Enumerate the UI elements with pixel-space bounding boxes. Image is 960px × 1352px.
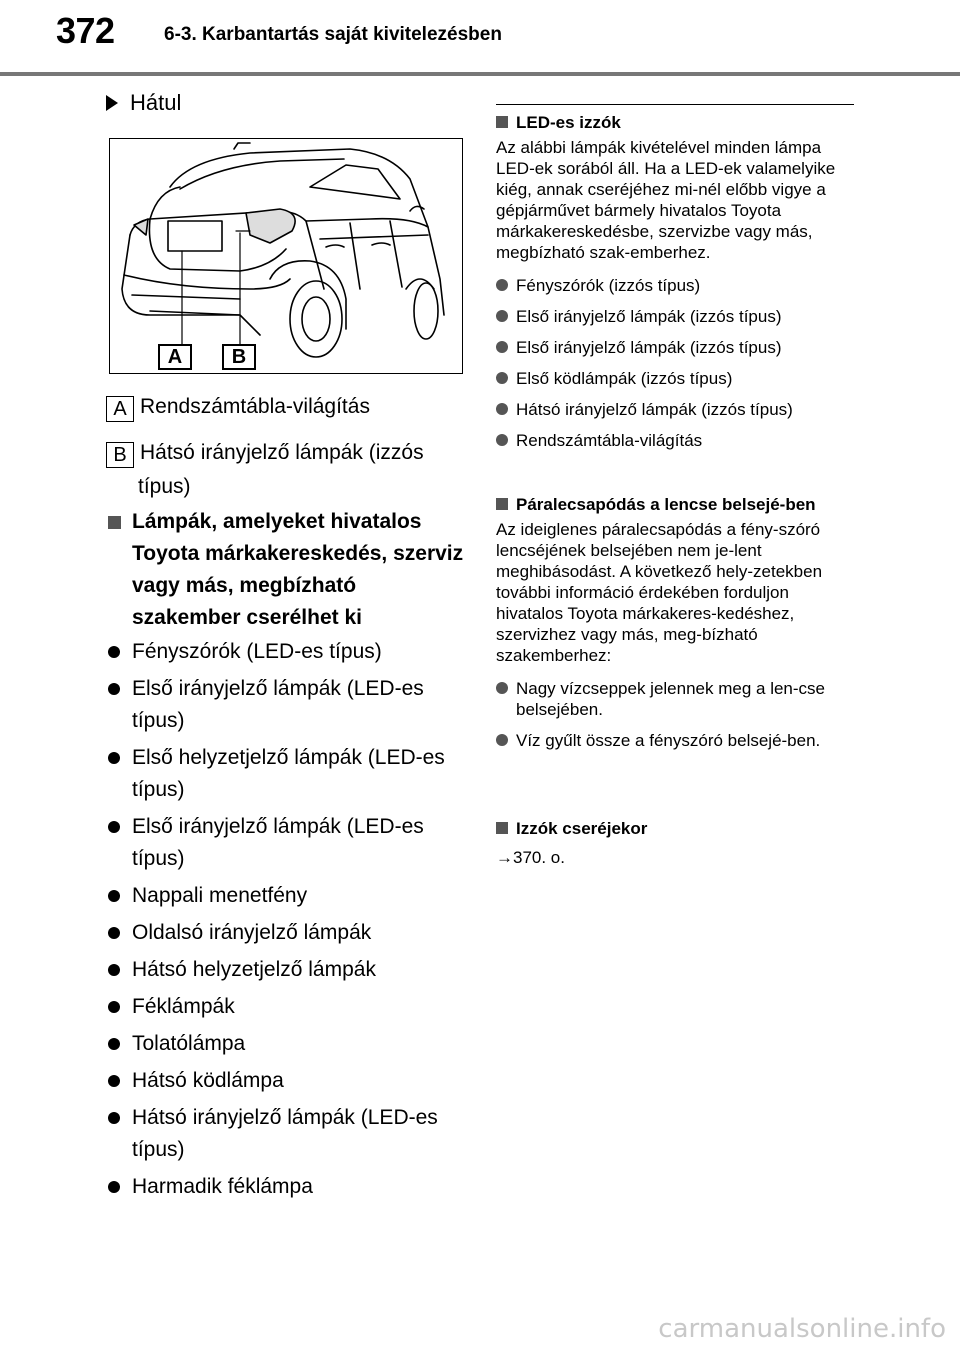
- list-item: Első irányjelző lámpák (LED-es típus): [106, 811, 466, 875]
- replacement-heading: Izzók cseréjekor: [496, 818, 854, 839]
- triangle-bullet-icon: [106, 95, 118, 111]
- list-item: Féklámpák: [106, 991, 466, 1023]
- list-item: Nappali menetfény: [106, 880, 466, 912]
- list-item: Első irányjelző lámpák (izzós típus): [496, 337, 854, 358]
- page-reference-link[interactable]: →370. o.: [496, 848, 565, 867]
- list-item: Hátsó ködlámpa: [106, 1065, 466, 1097]
- list-item: Víz gyűlt össze a fényszóró belsejé-ben.: [496, 730, 854, 751]
- list-item: Rendszámtábla-világítás: [496, 430, 854, 451]
- led-text: Az alábbi lámpák kivételével minden lámpa LED-ek sorából áll. Ha a LED-ek valamelyike kiég, annak cseréjéhez mi-nél előbb vigye a gépjárművet bármely hivatalos Toyota márkakereskedésbe, szervizbe vagy más, megbízható szak-emberhez.: [496, 138, 836, 262]
- callout-label-b: B: [222, 344, 256, 370]
- car-rear-icon: [110, 139, 462, 373]
- replacement-section: [496, 818, 854, 868]
- list-item: Fényszórók (LED-es típus): [106, 636, 466, 668]
- condensation-text: Az ideiglenes páralecsapódás a fény-szóró lencséjének belsejében nem je-lent meghibásodást. A következő hely-zetekben további információ érdekében forduljon hivatalos Toyota márkakeres-kedéshez, szervizhez vagy más, meg-bízható szakemberhez:: [496, 520, 823, 665]
- condensation-list: [496, 678, 854, 751]
- list-item: Oldalsó irányjelző lámpák: [106, 917, 466, 949]
- watermark: carmanualsonline.info: [658, 1314, 946, 1344]
- led-section: [496, 112, 854, 461]
- list-item: Nagy vízcseppek jelennek meg a len-cse belsejében.: [496, 678, 854, 720]
- legend-text: Hátsó irányjelző lámpák (izzós: [140, 441, 424, 464]
- page-number: 372: [56, 10, 115, 51]
- list-item: Hátsó irányjelző lámpák (LED-es típus): [106, 1102, 466, 1166]
- legend-key: B: [106, 442, 134, 468]
- column-divider: [496, 104, 854, 105]
- list-item: Első irányjelző lámpák (LED-es típus): [106, 673, 466, 737]
- bullet-list: [106, 636, 466, 1208]
- rear-car-illustration: [109, 138, 463, 374]
- subheading: [106, 90, 181, 116]
- list-item: Fényszórók (izzós típus): [496, 275, 854, 296]
- list-item: Első irányjelző lámpák (izzós típus): [496, 306, 854, 327]
- condensation-heading: Páralecsapódás a lencse belsejé-ben: [496, 494, 854, 515]
- header-divider: [0, 72, 960, 76]
- legend-item-b: [106, 436, 424, 504]
- section-heading: Lámpák, amelyeket hivatalos Toyota márkakereskedés, szerviz vagy más, megbízható szakember cserélhet ki: [106, 506, 466, 634]
- led-heading: LED-es izzók: [496, 112, 854, 133]
- list-item: Hátsó helyzetjelző lámpák: [106, 954, 466, 986]
- legend-key: A: [106, 396, 134, 422]
- list-item: Harmadik féklámpa: [106, 1171, 466, 1203]
- page-header: [0, 0, 960, 62]
- list-item: Hátsó irányjelző lámpák (izzós típus): [496, 399, 854, 420]
- list-item: Első ködlámpák (izzós típus): [496, 368, 854, 389]
- list-item: Első helyzetjelző lámpák (LED-es típus): [106, 742, 466, 806]
- list-item: Tolatólámpa: [106, 1028, 466, 1060]
- subheading-text: Hátul: [130, 90, 182, 115]
- legend-text-cont: típus): [138, 475, 191, 498]
- legend-item-a: [106, 390, 370, 424]
- led-exception-list: [496, 275, 854, 451]
- callout-label-a: A: [158, 344, 192, 370]
- section-title: 6-3. Karbantartás saját kivitelezésben: [164, 24, 502, 45]
- condensation-section: [496, 494, 854, 761]
- legend-text: Rendszámtábla-világítás: [140, 395, 370, 418]
